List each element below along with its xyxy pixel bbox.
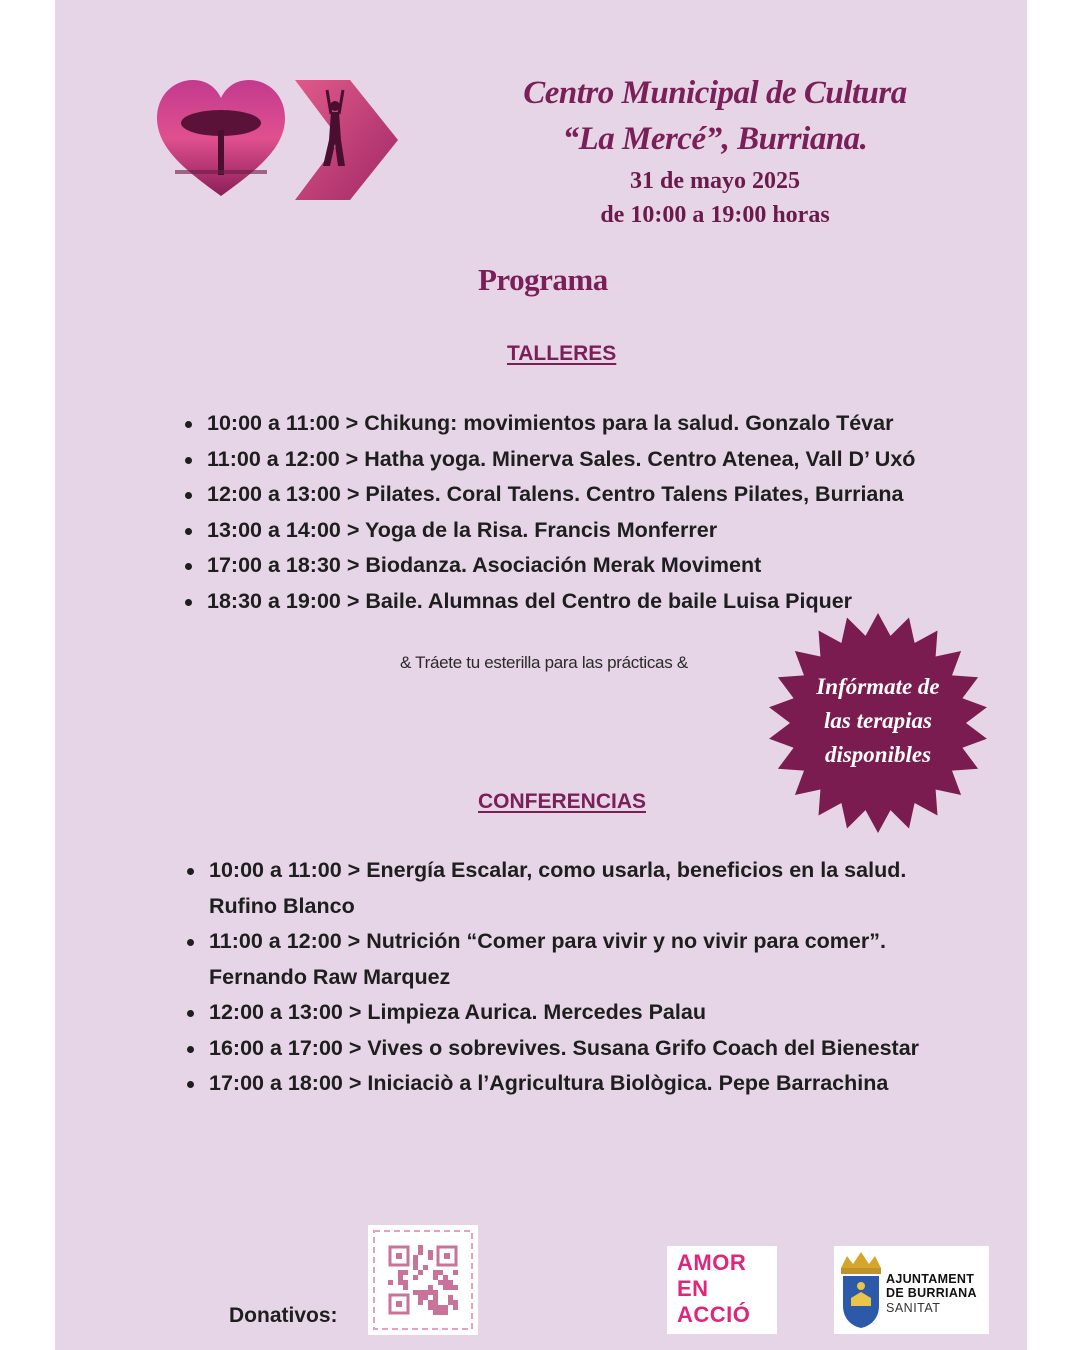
donativos-label: Donativos: — [229, 1304, 338, 1327]
list-item: 11:00 a 12:00 > Hatha yoga. Minerva Sales. Centro Atenea, Vall D’ Uxó — [185, 442, 915, 478]
starburst-text: Infórmate de las terapias disponibles — [816, 674, 940, 767]
qr-code[interactable] — [368, 1225, 478, 1335]
list-item: 12:00 a 13:00 > Pilates. Coral Talens. Centro Talens Pilates, Burriana — [185, 477, 915, 513]
ajuntament-line3: SANITAT — [886, 1301, 941, 1315]
list-item: 17:00 a 18:30 > Biodanza. Asociación Merak Moviment — [185, 548, 915, 584]
programa-title: Programa — [478, 262, 608, 297]
list-item: 10:00 a 11:00 > Energía Escalar, como usarla, beneficios en la salud. Rufino Blanco — [187, 853, 919, 924]
amor-en-accio-logo: AMOR EN ACCIÓ — [667, 1246, 777, 1334]
talleres-title: TALLERES — [507, 342, 617, 365]
crest-icon — [837, 1250, 885, 1330]
ajuntament-logo — [834, 1246, 989, 1334]
list-item: 18:30 a 19:00 > Baile. Alumnas del Centro de baile Luisa Piquer — [185, 584, 915, 620]
list-item: 12:00 a 13:00 > Limpieza Aurica. Mercedes Palau — [187, 995, 919, 1031]
talleres-list — [185, 406, 915, 619]
heart-yoga-logo — [155, 78, 400, 203]
event-hours: de 10:00 a 19:00 horas — [600, 202, 830, 228]
venue-name: Centro Municipal de Cultura — [523, 75, 907, 111]
list-item: 17:00 a 18:00 > Iniciaciò a l’Agricultura Biològica. Pepe Barrachina — [187, 1066, 919, 1102]
ajuntament-line2: DE BURRIANA — [886, 1286, 977, 1300]
list-item: 16:00 a 17:00 > Vives o sobrevives. Susana Grifo Coach del Bienestar — [187, 1031, 919, 1067]
list-item: 10:00 a 11:00 > Chikung: movimientos para la salud. Gonzalo Tévar — [185, 406, 915, 442]
venue-header — [435, 70, 995, 232]
event-date: 31 de mayo 2025 — [630, 168, 800, 194]
conferencias-list — [187, 853, 919, 1102]
venue-location: “La Mercé”, Burriana. — [562, 121, 868, 157]
list-item: 11:00 a 12:00 > Nutrición “Comer para vivir y no vivir para comer”. Fernando Raw Marquez — [187, 924, 919, 995]
mat-note: & Tráete tu esterilla para las prácticas & — [400, 653, 688, 672]
event-poster — [55, 0, 1027, 1350]
list-item: 13:00 a 14:00 > Yoga de la Risa. Francis Monferrer — [185, 513, 915, 549]
chevron-icon — [295, 80, 398, 200]
conferencias-title: CONFERENCIAS — [478, 790, 647, 813]
ajuntament-line1: AJUNTAMENT — [886, 1272, 975, 1286]
